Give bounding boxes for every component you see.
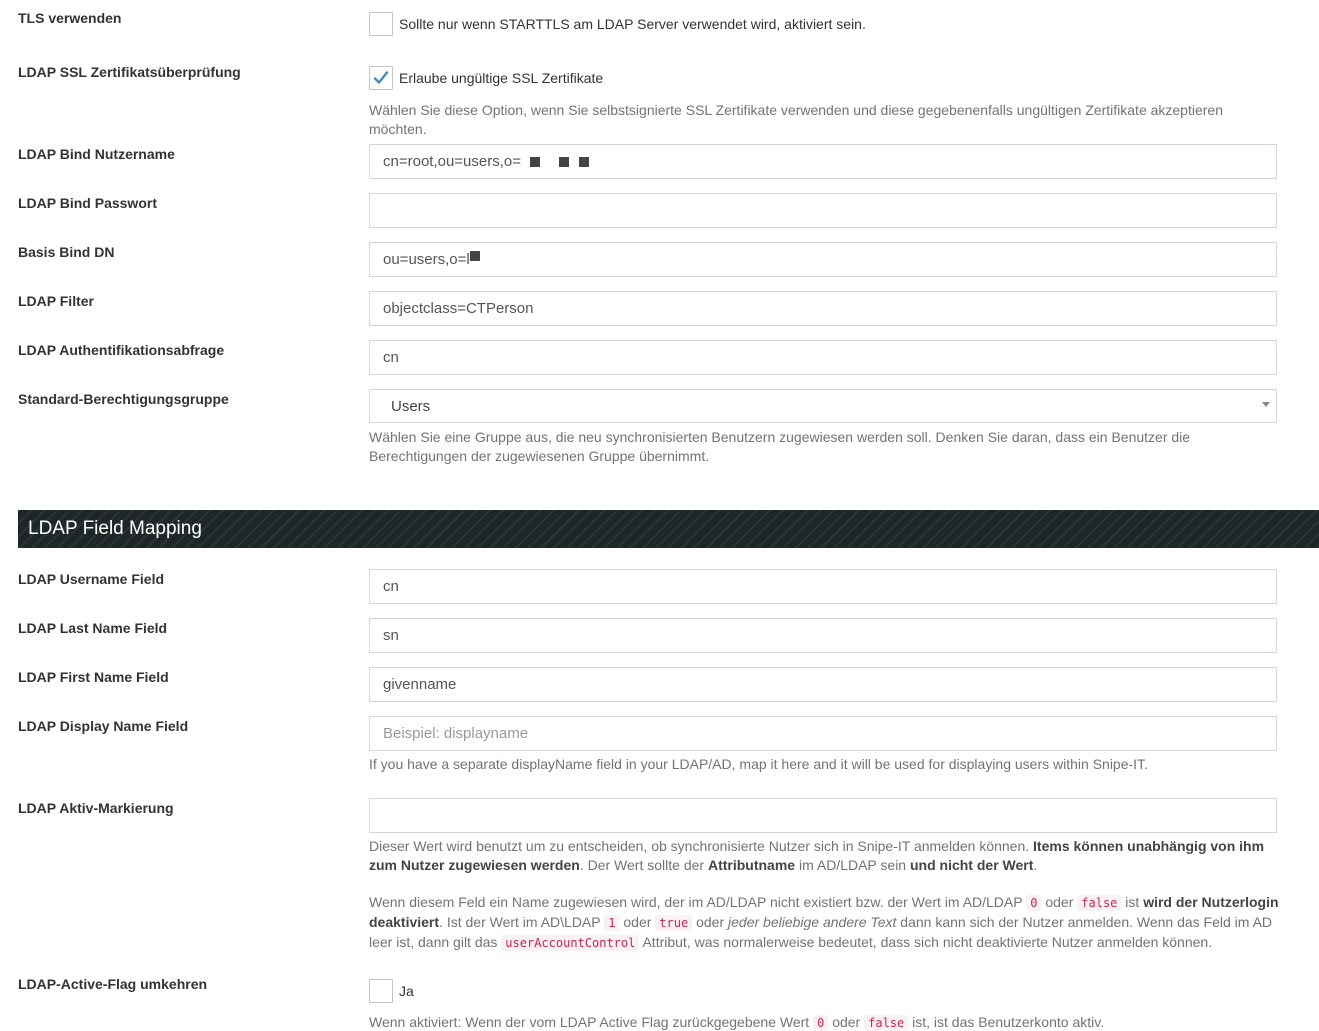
code-value: false — [864, 1015, 908, 1031]
active-flag-help-2 — [369, 893, 1279, 953]
bind-username-label: LDAP Bind Nutzername — [18, 146, 175, 162]
chevron-down-icon — [1262, 402, 1270, 407]
help-text: ist — [1121, 894, 1144, 910]
invert-flag-checkbox-label[interactable]: Ja — [399, 983, 414, 999]
code-value: 0 — [1026, 895, 1041, 911]
invert-flag-checkbox[interactable] — [369, 979, 393, 1003]
default-group-help: Wählen Sie eine Gruppe aus, die neu synchronisierten Benutzern zugewiesen werden soll. Denken Sie daran, dass ein Benutzer die Berechtigungen der zugewiesenen Gruppe übernimmt. — [369, 429, 1191, 464]
help-text: dann kann sich der Nutzer anmelden. Wenn das Feld im AD leer ist, dann gilt das — [369, 914, 1273, 950]
ssl-cert-help: Wählen Sie diese Option, wenn Sie selbstsignierte SSL Zertifikate verwenden und diese gegebenenfalls ungültigen Zertifikate akzeptieren möchten. — [369, 102, 1223, 137]
bind-username-input[interactable] — [369, 144, 1277, 179]
display-name-field-label: LDAP Display Name Field — [18, 718, 189, 734]
redaction-mark — [470, 251, 480, 261]
username-field-input[interactable] — [369, 569, 1277, 604]
tls-checkbox-label[interactable]: Sollte nur wenn STARTTLS am LDAP Server verwendet wird, aktiviert sein. — [399, 16, 866, 32]
display-name-help: If you have a separate displayName field in your LDAP/AD, map it here and it will be used for displaying users within Snipe-IT. — [369, 756, 1148, 772]
help-text: Attribut, was normalerweise bedeutet, dass sich nicht deaktivierte Nutzer anmelden können. — [639, 934, 1213, 950]
redaction-mark — [530, 157, 540, 167]
base-bind-dn-value: ou=users,o=l — [383, 251, 470, 268]
tls-label: TLS verwenden — [18, 10, 122, 26]
first-name-field-label: LDAP First Name Field — [18, 669, 169, 685]
redaction-mark — [559, 157, 569, 167]
code-value: userAccountControl — [501, 935, 639, 951]
help-text-bold: Items können unabhängig von ihm zum Nutzer zugewiesen werden — [369, 838, 1265, 873]
display-name-field-input[interactable] — [369, 716, 1277, 751]
ldap-filter-label: LDAP Filter — [18, 293, 94, 309]
help-text: ist, ist das Benutzerkonto aktiv. — [908, 1014, 1105, 1030]
help-text-italic: jeder beliebige andere Text — [728, 914, 897, 930]
help-text-bold: und nicht der Wert — [909, 857, 1034, 873]
default-group-select[interactable] — [369, 389, 1277, 423]
help-text: im AD/LDAP sein — [795, 857, 910, 873]
first-name-field-input[interactable] — [369, 667, 1277, 702]
ssl-cert-label: LDAP SSL Zertifikatsüberprüfung — [18, 64, 241, 80]
default-group-selected: Users — [391, 397, 431, 415]
active-flag-label: LDAP Aktiv-Markierung — [18, 800, 174, 816]
invert-flag-label: LDAP-Active-Flag umkehren — [18, 976, 208, 992]
bind-password-input[interactable] — [369, 193, 1277, 228]
help-text: oder — [828, 1014, 865, 1030]
checkmark-icon — [373, 70, 389, 86]
active-flag-input[interactable] — [369, 798, 1277, 833]
help-text: Wenn diesem Feld ein Name zugewiesen wird, der im AD/LDAP nicht existiert bzw. der Wert im AD/LDAP — [369, 894, 1027, 910]
help-text: oder — [619, 914, 656, 930]
last-name-field-input[interactable] — [369, 618, 1277, 653]
help-text: . — [1033, 857, 1038, 873]
code-value: 0 — [813, 1015, 828, 1031]
help-text: . Ist der Wert im AD\LDAP — [439, 914, 605, 930]
ssl-cert-checkbox-label[interactable]: Erlaube ungültige SSL Zertifikate — [399, 70, 604, 86]
field-mapping-header — [18, 510, 1319, 548]
bind-username-value: cn=root,ou=users,o= — [383, 153, 522, 170]
base-bind-dn-input[interactable] — [369, 242, 1277, 277]
code-value: 1 — [604, 915, 619, 931]
help-text: . Der Wert sollte der — [579, 857, 708, 873]
help-text-bold: Attributname — [707, 857, 796, 873]
default-group-label: Standard-Berechtigungsgruppe — [18, 391, 229, 407]
help-text: Dieser Wert wird benutzt um zu entscheiden, ob synchronisierte Nutzer sich in Snipe-IT anmelden können. — [369, 838, 1034, 854]
ssl-cert-checkbox[interactable] — [369, 66, 393, 90]
help-text: oder — [1041, 894, 1078, 910]
code-value: true — [655, 915, 692, 931]
base-bind-dn-label: Basis Bind DN — [18, 244, 115, 260]
help-text-bold: wird der Nutzerlogin deaktiviert — [369, 894, 1279, 930]
active-flag-help-1 — [369, 837, 1279, 875]
tls-checkbox[interactable] — [369, 12, 393, 36]
redaction-mark — [579, 157, 589, 167]
help-text: Wenn aktiviert: Wenn der vom LDAP Active Flag zurückgegebene Wert — [369, 1014, 814, 1030]
auth-query-label: LDAP Authentifikationsabfrage — [18, 342, 225, 358]
code-value: false — [1077, 895, 1121, 911]
username-field-label: LDAP Username Field — [18, 571, 165, 587]
field-mapping-title: LDAP Field Mapping — [28, 518, 202, 539]
ldap-filter-input[interactable] — [369, 291, 1277, 326]
invert-flag-help — [369, 1013, 1279, 1031]
last-name-field-label: LDAP Last Name Field — [18, 620, 168, 636]
bind-password-label: LDAP Bind Passwort — [18, 195, 157, 211]
help-text: oder — [692, 914, 729, 930]
auth-query-input[interactable] — [369, 340, 1277, 375]
